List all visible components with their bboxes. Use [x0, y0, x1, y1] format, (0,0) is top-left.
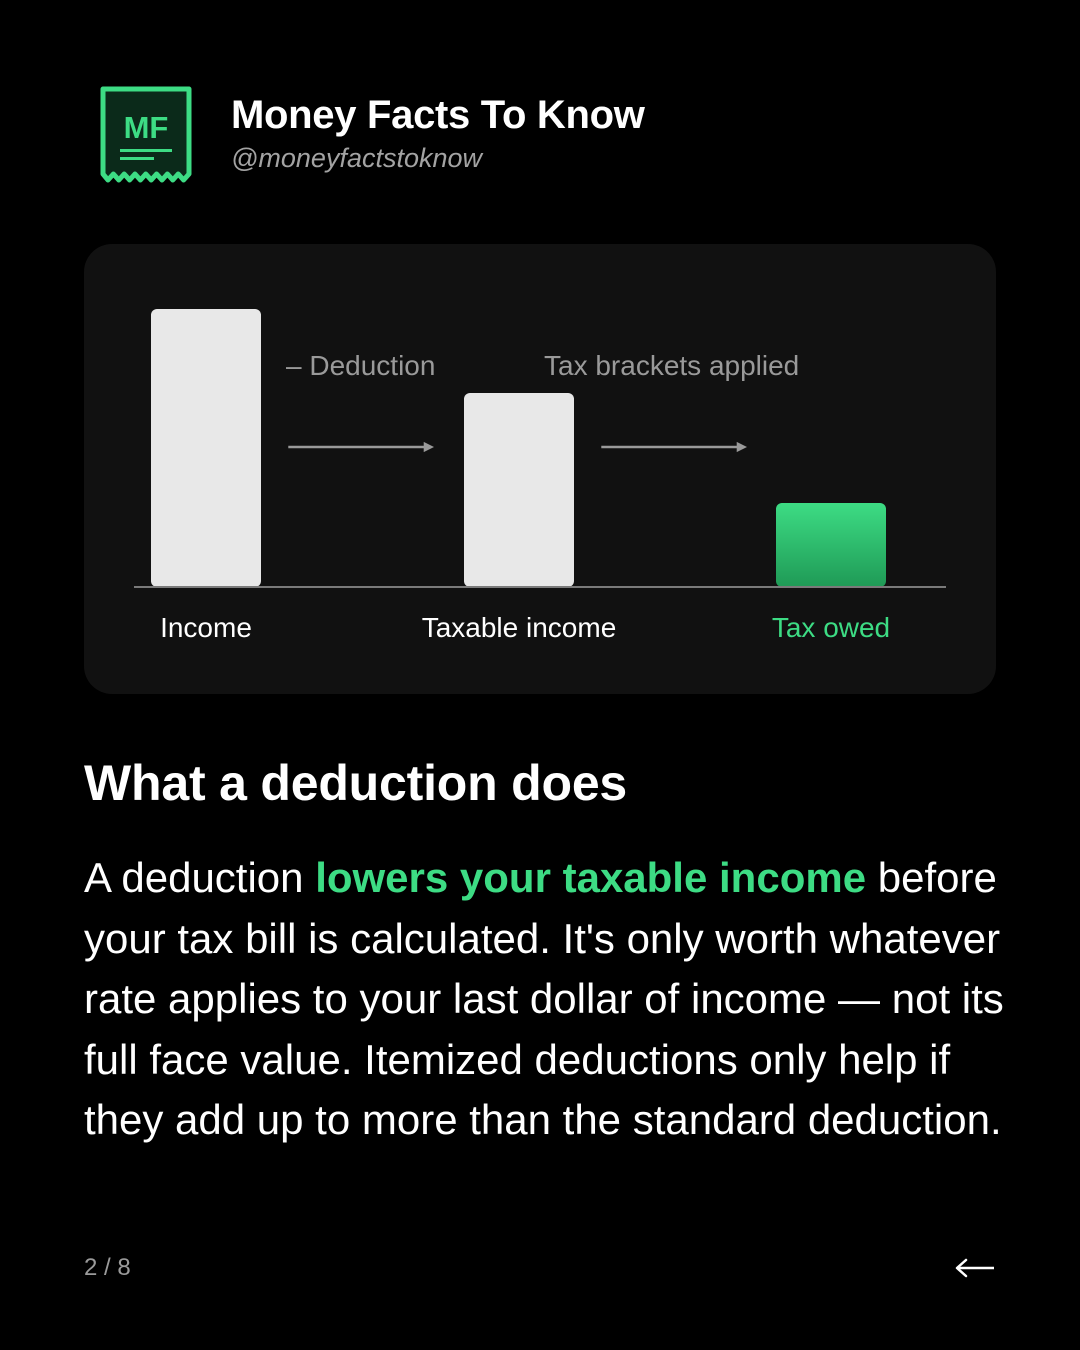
taxable-income-bar [464, 393, 574, 587]
arrow-right-icon [589, 441, 761, 453]
body-text-rest: before your tax bill is calculated. It's only worth whatever rate applies to your last dollar of income — not its full face value. Itemized deductions only help if they add up to more than the standard deduction. [84, 854, 1004, 1143]
brand-handle: @moneyfactstoknow [231, 143, 483, 173]
tax-owed-label: Tax owed [771, 612, 891, 643]
income-bar [151, 309, 261, 587]
headline: What a deduction does [84, 755, 628, 811]
deduction-step-label: – Deduction [286, 350, 436, 381]
receipt-logo-icon [100, 86, 192, 184]
logo-text: MF [123, 110, 169, 145]
income-label: Income [160, 612, 252, 643]
brand-logo [100, 86, 192, 184]
deduction-diagram-card [84, 244, 996, 694]
arrow-right-icon [276, 441, 448, 453]
brand-name: Money Facts To Know [231, 93, 645, 137]
page-counter: 2 / 8 [84, 1254, 131, 1281]
tax-owed-bar [776, 503, 886, 587]
taxable-income-label: Taxable income [421, 612, 617, 643]
tax-brackets-step-label: Tax brackets applied [544, 350, 800, 381]
body-highlight: lowers your taxable income [315, 854, 867, 901]
diagram-baseline [134, 586, 946, 588]
arrow-left-icon[interactable] [954, 1256, 996, 1280]
body-paragraph [84, 848, 1014, 1151]
body-text-start: A deduction [84, 854, 316, 901]
